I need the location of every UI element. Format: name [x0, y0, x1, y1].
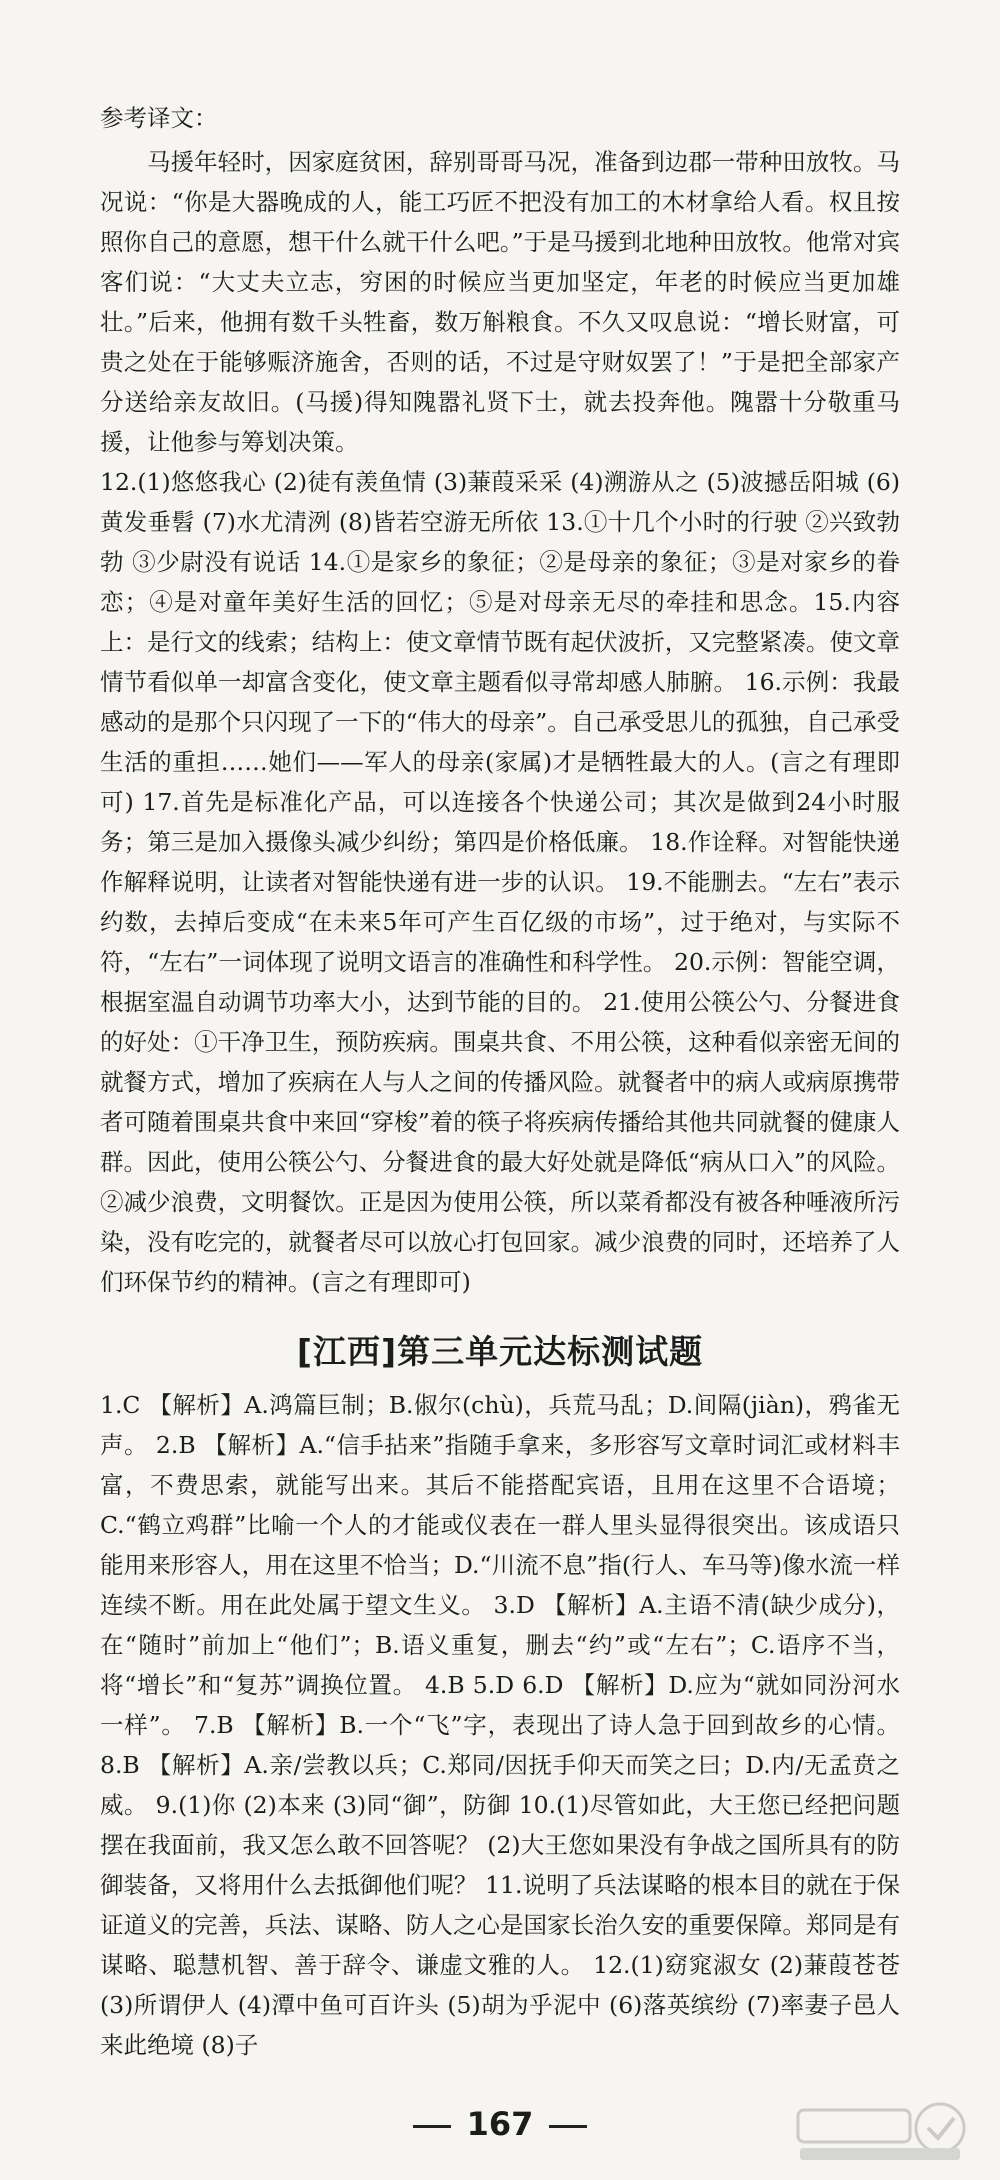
- answers-unit3-block: 1.C 【解析】A.鸿篇巨制；B.俶尔(chù)，兵荒马乱；D.间隔(jiàn)，鸦雀无声。 2.B 【解析】A.“信手拈来”指随手拿来，多形容写文章时词汇或材料丰富，不费思索，就能写出来。其后不能搭配宾语，且用在这里不合语境；C.“鹤立鸡群”比喻一个人的才能或仪表在一群人里头显得很突出。该成语只能用来形容人，用在这里不恰当；D.“川流不息”指(行人、车马等)像水流一样连续不断。用在此处属于望文生义。 3.D 【解析】A.主语不清(缺少成分)，在“随时”前加上“他们”；B.语义重复，删去“约”或“左右”；C.语序不当，将“增长”和“复苏”调换位置。 4.B 5.D 6.D 【解析】D.应为“就如同汾河水一样”。 7.B 【解析】B.一个“飞”字，表现出了诗人急于回到故乡的心情。 8.B 【解析】A.亲/尝教以兵；C.郑同/因抚手仰天而笑之曰；D.内/无孟贲之威。 9.(1)你 (2)本来 (3)同“御”，防御 10.(1)尽管如此，大王您已经把问题摆在我面前，我又怎么敢不回答呢？ (2)大王您如果没有争战之国所具有的防御装备，又将用什么去抵御他们呢？ 11.说明了兵法谋略的根本目的就在于保证道义的完善，兵法、谋略、防人之心是国家长治久安的重要保障。郑同是有谋略、聪慧机智、善于辞令、谦虚文雅的人。 12.(1)窈窕淑女 (2)蒹葭苍苍 (3)所谓伊人 (4)潭中鱼可百许头 (5)胡为乎泥中 (6)落英缤纷 (7)率妻子邑人来此绝境 (8)子: [100, 1391, 900, 2059]
- page-number-value: 167: [466, 2105, 534, 2143]
- page-number-left-rule: [413, 2125, 451, 2128]
- answers-unit2-block: 12.(1)悠悠我心 (2)徒有羡鱼情 (3)蒹葭采采 (4)溯游从之 (5)波撼岳阳城 (6)黄发垂髫 (7)水尤清洌 (8)皆若空游无所依 13.①十几个小时的行驶 ②兴致勃勃 ③少尉没有说话 14.①是家乡的象征；②是母亲的象征；③是对家乡的眷恋；④是对童年美好生活的回忆；⑤是对母亲无尽的牵挂和思念。15.内容上：是行文的线索；结构上：使文章情节既有起伏波折，又完整紧凑。使文章情节看似单一却富含变化，使文章主题看似寻常却感人肺腑。 16.示例：我最感动的是那个只闪现了一下的“伟大的母亲”。自己承受思儿的孤独，自己承受生活的重担……她们——军人的母亲(家属)才是牺牲最大的人。(言之有理即可) 17.首先是标准化产品，可以连接各个快递公司；其次是做到24小时服务；第三是加入摄像头减少纠纷；第四是价格低廉。 18.作诠释。对智能快递作解释说明，让读者对智能快递有进一步的认识。 19.不能删去。“左右”表示约数，去掉后变成“在未来5年可产生百亿级的市场”，过于绝对，与实际不符，“左右”一词体现了说明文语言的准确性和科学性。 20.示例：智能空调，根据室温自动调节功率大小，达到节能的目的。 21.使用公筷公勺、分餐进食的好处：①干净卫生，预防疾病。围桌共食、不用公筷，这种看似亲密无间的就餐方式，增加了疾病在人与人之间的传播风险。就餐者中的病人或病原携带者可随着围桌共食中来回“穿梭”着的筷子将疾病传播给其他共同就餐的健康人群。因此，使用公筷公勺、分餐进食的最大好处就是降低“病从口入”的风险。②减少浪费，文明餐饮。正是因为使用公筷，所以菜肴都没有被各种唾液所污染，没有吃完的，就餐者尽可以放心打包回家。减少浪费的同时，还培养了人们环保节约的精神。(言之有理即可): [100, 468, 900, 1296]
- section-title: [江西]第三单元达标测试题: [296, 1332, 704, 1371]
- answer-page: [100, 98, 900, 2065]
- watermark-logo: [790, 2098, 980, 2166]
- page-number-right-rule: [549, 2125, 587, 2128]
- translation-paragraph: 马援年轻时，因家庭贫困，辞别哥哥马况，准备到边郡一带种田放牧。马况说：“你是大器晚成的人，能工巧匠不把没有加工的木材拿给人看。权且按照你自己的意愿，想干什么就干什么吧。”于是马援到北地种田放牧。他常对宾客们说：“大丈夫立志，穷困的时候应当更加坚定，年老的时候应当更加雄壮。”后来，他拥有数千头牲畜，数万斛粮食。不久又叹息说：“增长财富，可贵之处在于能够赈济施舍，否则的话，不过是守财奴罢了！”于是把全部家产分送给亲友故旧。(马援)得知隗嚣礼贤下士，就去投奔他。隗嚣十分敬重马援，让他参与筹划决策。: [100, 148, 900, 456]
- translation-label: 参考译文：: [100, 104, 218, 132]
